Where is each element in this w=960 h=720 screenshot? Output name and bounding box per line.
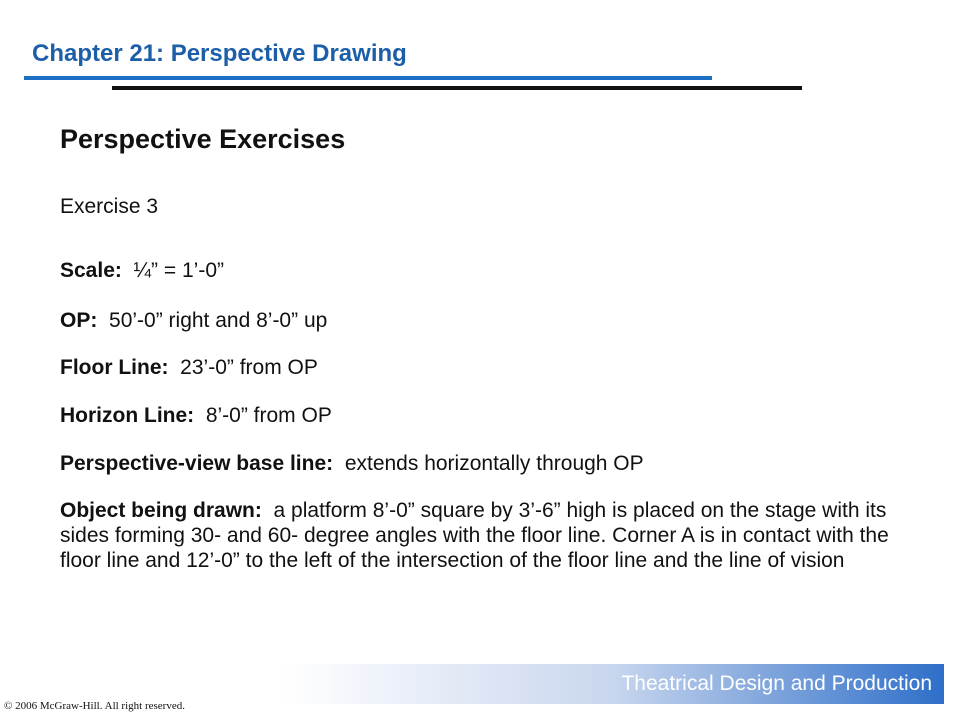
- spec-scale: [60, 258, 224, 283]
- spec-value: 23’-0” from OP: [180, 356, 318, 379]
- header-rule-blue: [24, 76, 712, 80]
- spec-horizon-line: [60, 403, 332, 428]
- spec-label: Object being drawn:: [60, 499, 262, 522]
- book-title: Theatrical Design and Production: [621, 672, 932, 695]
- spec-label: Floor Line:: [60, 356, 169, 379]
- spec-value: extends horizontally through OP: [344, 452, 644, 475]
- spec-object: [60, 498, 890, 573]
- spec-label: Perspective-view base line:: [60, 452, 334, 475]
- spec-base-line: [60, 451, 644, 476]
- exercise-label: Exercise 3: [60, 195, 159, 218]
- spec-label: OP:: [60, 309, 98, 332]
- spec-op: [60, 308, 327, 333]
- spec-label: Horizon Line:: [60, 404, 195, 427]
- copyright-notice: © 2006 McGraw-Hill. All right reserved.: [4, 700, 185, 712]
- spec-label: Scale:: [60, 259, 122, 282]
- spec-value: a platform 8’-0” square by 3’-6” high is placed on the stage with its sides forming 30- and 60- degree angles with the floor line. Corner A is in contact with the floor line and 12’-0” to the left of the intersection of the floor line and the line of vision: [60, 499, 889, 572]
- spec-value: 50’-0” right and 8’-0” up: [109, 309, 328, 332]
- spec-value: 8’-0” from OP: [205, 404, 332, 427]
- footer-band: [0, 664, 944, 704]
- chapter-title: Chapter 21: Perspective Drawing: [32, 40, 407, 67]
- page-heading: Perspective Exercises: [60, 124, 346, 154]
- spec-value: ¼” = 1’-0”: [133, 259, 224, 282]
- spec-floor-line: [60, 355, 318, 380]
- header-rule-black: [112, 86, 802, 90]
